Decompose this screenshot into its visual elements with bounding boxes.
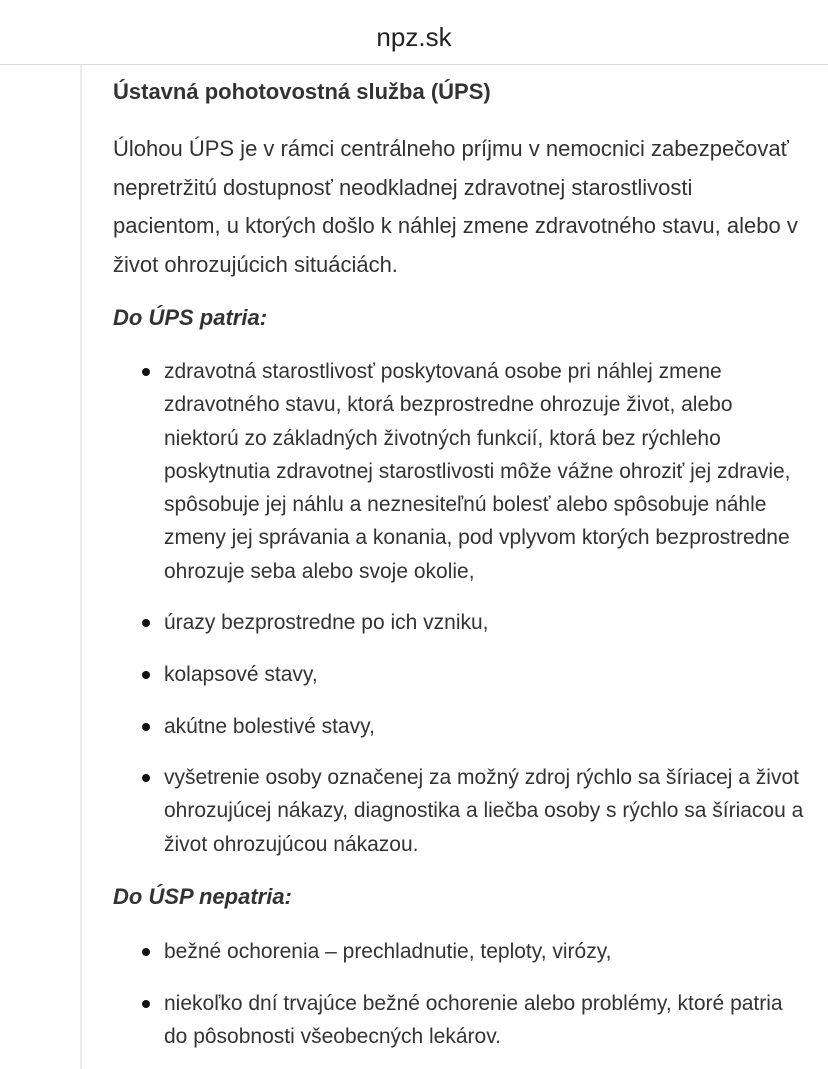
bullet-icon [142, 671, 150, 679]
list-item-text: úrazy bezprostredne po ich vzniku, [164, 611, 489, 634]
article-heading: Ústavná pohotovostná služba (ÚPS) [113, 79, 491, 104]
list-item [164, 710, 804, 743]
list-item-text: bežné ochorenia – prechladnutie, teploty, virózy, [164, 940, 612, 963]
intro-paragraph: Úlohou ÚPS je v rámci centrálneho príjmu v nemocnici zabezpečovať nepretržitú dostupnosť neodkladnej zdravotnej starostlivosti pacientom, u ktorých došlo k náhlej zmene zdravotného stavu, alebo v život ohrozujúcich situáciách. [113, 136, 798, 278]
bullet-icon [142, 619, 150, 627]
bullet-icon [142, 1000, 150, 1008]
list-item [164, 355, 804, 588]
list-item [164, 606, 804, 639]
bullet-icon [142, 723, 150, 731]
bullet-icon [142, 774, 150, 782]
list-item [164, 987, 804, 1054]
list-item-text: vyšetrenie osoby označenej za možný zdroj rýchlo sa šíriacej a život ohrozujúcej nákazy, diagnostika a liečba osoby s rýchlo sa šíriacou a život ohrozujúcou nákazou. [164, 766, 804, 856]
bullet-icon [142, 948, 150, 956]
site-domain: npz.sk [376, 22, 452, 52]
content-border [80, 65, 82, 1069]
list-item [164, 935, 804, 968]
list-item-text: zdravotná starostlivosť poskytovaná osobe pri náhlej zmene zdravotného stavu, ktorá bezprostredne ohrozuje život, alebo niektorú zo základných životných funkcií, ktorá bez rýchleho poskytnutia zdravotnej starostlivosti môže vážne ohroziť jej zdravie, spôsobuje jej náhlu a neznesiteľnú bolesť alebo spôsobuje náhle zmeny jej správania a konania, pod vplyvom ktorých bezprostredne ohrozuje seba alebo svoje okolie, [164, 360, 791, 583]
includes-heading: Do ÚPS patria: [113, 305, 268, 330]
list-item-text: akútne bolestivé stavy, [164, 715, 375, 738]
list-item-text: niekoľko dní trvajúce bežné ochorenie alebo problémy, ktoré patria do pôsobnosti všeobecných lekárov. [164, 992, 783, 1049]
list-item [164, 761, 804, 861]
list-item-text: kolapsové stavy, [164, 663, 318, 686]
list-item [164, 658, 804, 691]
bullet-icon [142, 368, 150, 376]
excludes-heading: Do ÚSP nepatria: [113, 884, 292, 909]
browser-address-bar[interactable] [0, 0, 828, 65]
